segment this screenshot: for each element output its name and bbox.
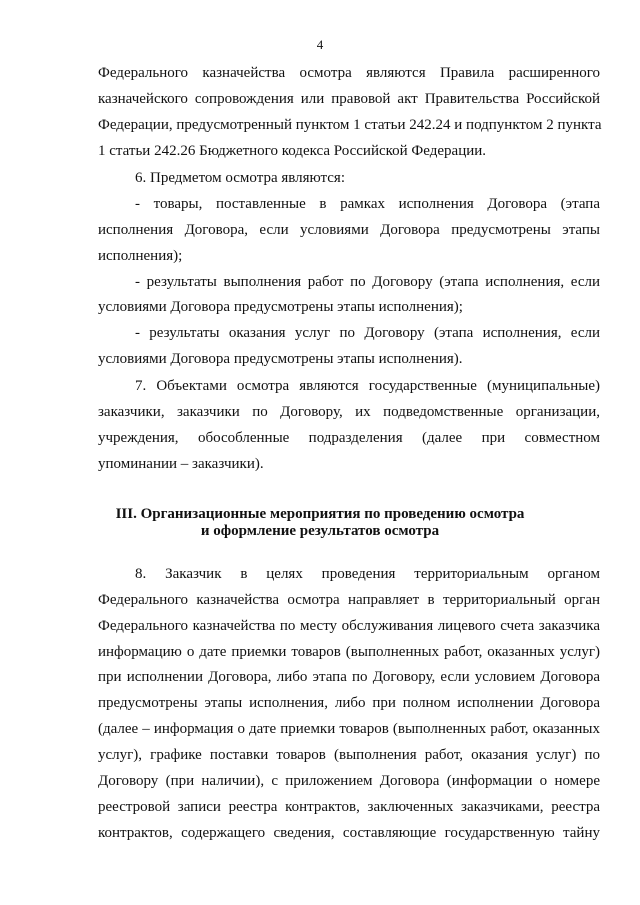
section-title: и оформление результатов осмотра <box>200 523 440 539</box>
item-6-bullet-2: условиями Договора предусмотрены этапы исполнения); <box>98 299 463 315</box>
item-8-paragraph: (далее – информация о дате приемки товаров (выполненных работ, оказанных <box>98 721 600 737</box>
item-7-paragraph: упоминании – заказчики). <box>98 456 264 472</box>
item-8-paragraph: услуг), графике поставки товаров (выполнения работ, оказания услуг) по <box>98 747 600 763</box>
item-6-heading: 6. Предметом осмотра являются: <box>135 170 345 186</box>
paragraph-line: Федерации, предусмотренный пунктом 1 статьи 242.24 и подпунктом 2 пункта <box>98 117 602 133</box>
item-8-paragraph: контрактов, содержащего сведения, составляющие государственную тайну <box>98 825 600 841</box>
paragraph-line: казначейского сопровождения или правовой акт Правительства Российской <box>98 91 600 107</box>
paragraph-line: Федерального казначейства осмотра являются Правила расширенного <box>98 65 600 81</box>
section-title: III. Организационные мероприятия по проведению осмотра <box>115 506 525 522</box>
item-8-paragraph: предусмотрены этапы исполнения, либо при полном исполнении Договора <box>98 695 600 711</box>
item-6-bullet-1: исполнения); <box>98 248 183 264</box>
item-7-paragraph: учреждения, обособленные подразделения (далее при совместном <box>98 430 600 446</box>
page-number: 4 <box>316 37 324 52</box>
paragraph-line: 1 статьи 242.26 Бюджетного кодекса Российской Федерации. <box>98 143 487 159</box>
item-8-paragraph: при исполнении Договора, либо этапа по Договору, если условием Договора <box>98 669 600 685</box>
item-8-paragraph: Федерального казначейства по месту обслуживания лицевого счета заказчика <box>98 618 600 634</box>
item-6-bullet-2: - результаты выполнения работ по Договору (этапа исполнения, если <box>135 274 600 290</box>
item-8-paragraph: реестровой записи реестра контрактов, заключенных заказчиками, реестра <box>98 799 600 815</box>
item-8-paragraph: Федерального казначейства осмотра направляет в территориальный орган <box>98 592 600 608</box>
item-8-paragraph: 8. Заказчик в целях проведения территориальным органом <box>135 566 600 582</box>
item-7-paragraph: заказчики, заказчики по Договору, их подведомственные организации, <box>98 404 600 420</box>
item-8-paragraph: Договору (при наличии), с приложением Договора (информации о номере <box>98 773 600 789</box>
item-6-bullet-1: исполнения Договора, если условиями Договора предусмотрены этапы <box>98 222 600 238</box>
item-6-bullet-3: условиями Договора предусмотрены этапы исполнения). <box>98 351 463 367</box>
item-7-paragraph: 7. Объектами осмотра являются государственные (муниципальные) <box>135 378 600 394</box>
item-6-bullet-3: - результаты оказания услуг по Договору (этапа исполнения, если <box>135 325 600 341</box>
item-8-paragraph: информацию о дате приемки товаров (выполненных работ, оказанных услуг) <box>98 644 600 660</box>
item-6-bullet-1: - товары, поставленные в рамках исполнения Договора (этапа <box>135 196 600 212</box>
